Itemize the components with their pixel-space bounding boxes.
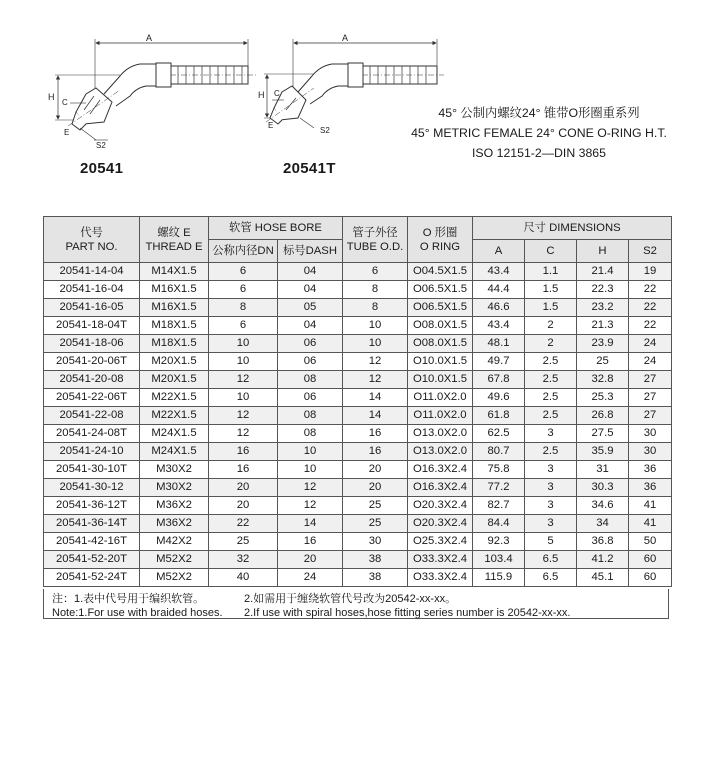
- header-hose-bore: 软管 HOSE BORE: [209, 217, 343, 240]
- table-cell: O16.3X2.4: [408, 461, 473, 479]
- note-en-2: 2.If use with spiral hoses,hose fitting series number is 20542-xx-xx.: [244, 607, 571, 619]
- table-cell: 20541-24-10: [44, 443, 140, 461]
- table-cell: O13.0X2.0: [408, 443, 473, 461]
- table-cell: 30: [629, 443, 672, 461]
- table-cell: 20541-18-04T: [44, 317, 140, 335]
- title-zh: 45° 公制内螺纹24° 锥带O形圈重系列: [438, 106, 640, 120]
- table-cell: 8: [209, 299, 278, 317]
- table-cell: 6.5: [525, 551, 577, 569]
- table-cell: 30: [629, 425, 672, 443]
- table-cell: 04: [278, 281, 343, 299]
- table-row: [44, 425, 672, 443]
- table-cell: M36X2: [140, 497, 209, 515]
- table-cell: 2.5: [525, 389, 577, 407]
- table-cell: O04.5X1.5: [408, 263, 473, 281]
- table-cell: 04: [278, 263, 343, 281]
- table-cell: 06: [278, 353, 343, 371]
- table-row: [44, 335, 672, 353]
- dim-s2-right: S2: [320, 126, 330, 135]
- notes-box: [43, 589, 669, 619]
- table-cell: 1.5: [525, 299, 577, 317]
- table-row: [44, 515, 672, 533]
- table-cell: 10: [278, 461, 343, 479]
- table-cell: O33.3X2.4: [408, 569, 473, 587]
- table-cell: 27.5: [577, 425, 629, 443]
- table-cell: 19: [629, 263, 672, 281]
- table-cell: O11.0X2.0: [408, 407, 473, 425]
- table-cell: 12: [343, 371, 408, 389]
- table-cell: 12: [209, 371, 278, 389]
- table-cell: M20X1.5: [140, 353, 209, 371]
- table-cell: O33.3X2.4: [408, 551, 473, 569]
- header-dimensions: 尺寸 DIMENSIONS: [473, 217, 672, 240]
- table-cell: 2: [525, 317, 577, 335]
- table-cell: 08: [278, 371, 343, 389]
- table-cell: 41.2: [577, 551, 629, 569]
- table-cell: 82.7: [473, 497, 525, 515]
- header-part-no: 代号 PART NO.: [44, 217, 140, 263]
- table-cell: 2.5: [525, 407, 577, 425]
- title-standard: ISO 12151-2—DIN 3865: [472, 146, 606, 160]
- table-cell: 5: [525, 533, 577, 551]
- table-cell: 20541-42-16T: [44, 533, 140, 551]
- table-cell: 14: [278, 515, 343, 533]
- table-cell: 41: [629, 497, 672, 515]
- table-cell: 20541-20-06T: [44, 353, 140, 371]
- table-cell: M18X1.5: [140, 317, 209, 335]
- table-cell: 6: [209, 263, 278, 281]
- header-dn: 公称内径DN: [209, 240, 278, 263]
- table-cell: O16.3X2.4: [408, 479, 473, 497]
- dim-s2-left: S2: [96, 141, 106, 150]
- table-cell: 08: [278, 407, 343, 425]
- table-cell: 36: [629, 479, 672, 497]
- table-cell: M18X1.5: [140, 335, 209, 353]
- table-row: [44, 263, 672, 281]
- table-cell: 21.3: [577, 317, 629, 335]
- table-cell: 23.2: [577, 299, 629, 317]
- table-cell: M30X2: [140, 461, 209, 479]
- table-cell: 92.3: [473, 533, 525, 551]
- table-cell: 115.9: [473, 569, 525, 587]
- table-cell: 10: [209, 353, 278, 371]
- table-cell: 25: [343, 497, 408, 515]
- table-cell: 1.1: [525, 263, 577, 281]
- table-cell: 31: [577, 461, 629, 479]
- table-cell: 25.3: [577, 389, 629, 407]
- table-cell: 38: [343, 551, 408, 569]
- table-cell: 24: [278, 569, 343, 587]
- table-cell: 46.6: [473, 299, 525, 317]
- table-cell: 36: [629, 461, 672, 479]
- table-cell: 60: [629, 551, 672, 569]
- table-cell: 20: [343, 479, 408, 497]
- table-cell: 12: [343, 353, 408, 371]
- table-cell: 35.9: [577, 443, 629, 461]
- table-cell: 75.8: [473, 461, 525, 479]
- table-cell: 6: [209, 317, 278, 335]
- table-cell: 43.4: [473, 263, 525, 281]
- table-row: [44, 353, 672, 371]
- table-body: [44, 263, 672, 587]
- table-cell: M42X2: [140, 533, 209, 551]
- table-cell: 08: [278, 425, 343, 443]
- table-cell: M52X2: [140, 551, 209, 569]
- table-cell: 80.7: [473, 443, 525, 461]
- table-cell: 41: [629, 515, 672, 533]
- table-cell: 20541-14-04: [44, 263, 140, 281]
- table-cell: M16X1.5: [140, 281, 209, 299]
- header-h: H: [577, 240, 629, 263]
- table-cell: 27: [629, 407, 672, 425]
- table-cell: 20541-30-12: [44, 479, 140, 497]
- table-cell: 20541-52-20T: [44, 551, 140, 569]
- table-cell: 34.6: [577, 497, 629, 515]
- table-cell: 2.5: [525, 371, 577, 389]
- table-cell: 20: [209, 497, 278, 515]
- table-cell: 12: [278, 497, 343, 515]
- table-cell: 20541-30-10T: [44, 461, 140, 479]
- table-cell: M30X2: [140, 479, 209, 497]
- table-cell: 05: [278, 299, 343, 317]
- table-cell: 3: [525, 515, 577, 533]
- dim-a-right: A: [342, 33, 349, 43]
- table-cell: O10.0X1.5: [408, 353, 473, 371]
- dim-c-right: C: [274, 89, 280, 98]
- product-title: [384, 103, 694, 163]
- header-dash: 标号DASH: [278, 240, 343, 263]
- table-cell: O06.5X1.5: [408, 299, 473, 317]
- table-row: [44, 569, 672, 587]
- table-cell: 22: [629, 281, 672, 299]
- table-cell: 16: [343, 425, 408, 443]
- table-row: [44, 281, 672, 299]
- table-cell: 12: [278, 479, 343, 497]
- note-zh-2: 2.如需用于缠绕软管代号改为20542-xx-xx。: [244, 593, 457, 605]
- table-cell: 24: [629, 335, 672, 353]
- table-cell: 2.5: [525, 443, 577, 461]
- table-cell: 62.5: [473, 425, 525, 443]
- table-cell: 16: [278, 533, 343, 551]
- table-cell: M24X1.5: [140, 443, 209, 461]
- table-cell: 3: [525, 497, 577, 515]
- dim-e-left: E: [64, 128, 70, 137]
- table-row: [44, 443, 672, 461]
- table-row: [44, 479, 672, 497]
- table-cell: 38: [343, 569, 408, 587]
- table-row: [44, 371, 672, 389]
- table-cell: M36X2: [140, 515, 209, 533]
- table-row: [44, 299, 672, 317]
- table-cell: 8: [343, 281, 408, 299]
- table-cell: 22: [209, 515, 278, 533]
- model-label-20541: 20541: [80, 160, 124, 177]
- table-cell: 8: [343, 299, 408, 317]
- header-s2: S2: [629, 240, 672, 263]
- table-cell: O06.5X1.5: [408, 281, 473, 299]
- table-cell: 27: [629, 389, 672, 407]
- table-cell: 67.8: [473, 371, 525, 389]
- model-label-20541T: 20541T: [283, 160, 336, 177]
- table-cell: 44.4: [473, 281, 525, 299]
- table-cell: 10: [209, 389, 278, 407]
- table-cell: 16: [209, 461, 278, 479]
- notes-en: [52, 606, 668, 620]
- dim-c-left: C: [62, 98, 68, 107]
- table-cell: M16X1.5: [140, 299, 209, 317]
- title-en: 45° METRIC FEMALE 24° CONE O-RING H.T.: [411, 126, 667, 140]
- table-row: [44, 317, 672, 335]
- table-cell: 27: [629, 371, 672, 389]
- table-cell: 20541-20-08: [44, 371, 140, 389]
- table-cell: 25: [209, 533, 278, 551]
- table-cell: 20: [343, 461, 408, 479]
- table-cell: 10: [209, 335, 278, 353]
- table-cell: 40: [209, 569, 278, 587]
- table-cell: 34: [577, 515, 629, 533]
- table-cell: 14: [343, 389, 408, 407]
- table-cell: 3: [525, 425, 577, 443]
- table-cell: 22: [629, 317, 672, 335]
- table-cell: 61.8: [473, 407, 525, 425]
- table-row: [44, 497, 672, 515]
- table-cell: 48.1: [473, 335, 525, 353]
- table-cell: 21.4: [577, 263, 629, 281]
- table-cell: 20: [278, 551, 343, 569]
- table-cell: 20541-16-04: [44, 281, 140, 299]
- table-cell: 06: [278, 335, 343, 353]
- table-cell: O11.0X2.0: [408, 389, 473, 407]
- table-cell: 3: [525, 479, 577, 497]
- table-header: [44, 217, 672, 263]
- table-cell: M22X1.5: [140, 389, 209, 407]
- table-cell: 23.9: [577, 335, 629, 353]
- table-cell: 10: [343, 317, 408, 335]
- table-cell: 32.8: [577, 371, 629, 389]
- table-cell: 36.8: [577, 533, 629, 551]
- table-cell: 06: [278, 389, 343, 407]
- spec-table: [43, 216, 672, 587]
- table-cell: 16: [343, 443, 408, 461]
- table-cell: 60: [629, 569, 672, 587]
- table-cell: 20541-36-12T: [44, 497, 140, 515]
- table-cell: M14X1.5: [140, 263, 209, 281]
- table-cell: M24X1.5: [140, 425, 209, 443]
- table-row: [44, 551, 672, 569]
- table-cell: 84.4: [473, 515, 525, 533]
- table-row: [44, 407, 672, 425]
- table-cell: 6.5: [525, 569, 577, 587]
- table-cell: O25.3X2.4: [408, 533, 473, 551]
- table-cell: 20541-24-08T: [44, 425, 140, 443]
- table-cell: 25: [577, 353, 629, 371]
- table-cell: 10: [343, 335, 408, 353]
- table-cell: 14: [343, 407, 408, 425]
- table-cell: 20541-16-05: [44, 299, 140, 317]
- table-cell: 50: [629, 533, 672, 551]
- table-cell: O08.0X1.5: [408, 317, 473, 335]
- table-cell: 30: [343, 533, 408, 551]
- table-cell: 6: [209, 281, 278, 299]
- header-o-ring: O 形圈 O RING: [408, 217, 473, 263]
- table-cell: 10: [278, 443, 343, 461]
- table-row: [44, 461, 672, 479]
- table-cell: 16: [209, 443, 278, 461]
- notes-zh: [52, 592, 668, 606]
- table-cell: 20541-52-24T: [44, 569, 140, 587]
- dim-h-right: H: [258, 90, 265, 100]
- header-thread: 螺纹 E THREAD E: [140, 217, 209, 263]
- table-cell: 25: [343, 515, 408, 533]
- table-row: [44, 389, 672, 407]
- table-cell: 12: [209, 425, 278, 443]
- table-cell: 77.2: [473, 479, 525, 497]
- table-cell: 49.7: [473, 353, 525, 371]
- table-cell: 04: [278, 317, 343, 335]
- note-en-1: Note:1.For use with braided hoses.: [52, 607, 223, 619]
- dim-e-right: E: [268, 121, 274, 130]
- table-cell: 20541-36-14T: [44, 515, 140, 533]
- table-cell: 6: [343, 263, 408, 281]
- table-cell: 2: [525, 335, 577, 353]
- table-cell: 1.5: [525, 281, 577, 299]
- fitting-drawing-20541: [55, 39, 256, 140]
- table-cell: 30.3: [577, 479, 629, 497]
- table-cell: 49.6: [473, 389, 525, 407]
- table-cell: 12: [209, 407, 278, 425]
- table-row: [44, 533, 672, 551]
- table-cell: M22X1.5: [140, 407, 209, 425]
- table-cell: 22.3: [577, 281, 629, 299]
- table-cell: 20: [209, 479, 278, 497]
- table-cell: O20.3X2.4: [408, 497, 473, 515]
- table-cell: M20X1.5: [140, 371, 209, 389]
- table-cell: 45.1: [577, 569, 629, 587]
- table-cell: O08.0X1.5: [408, 335, 473, 353]
- table-cell: 32: [209, 551, 278, 569]
- table-cell: O10.0X1.5: [408, 371, 473, 389]
- table-cell: 43.4: [473, 317, 525, 335]
- table-cell: 2.5: [525, 353, 577, 371]
- table-cell: 24: [629, 353, 672, 371]
- table-cell: O20.3X2.4: [408, 515, 473, 533]
- table-cell: 103.4: [473, 551, 525, 569]
- dim-h-left: H: [48, 92, 55, 102]
- table-cell: 26.8: [577, 407, 629, 425]
- table-cell: 3: [525, 461, 577, 479]
- dim-a-left: A: [146, 33, 153, 43]
- header-a: A: [473, 240, 525, 263]
- table-cell: 20541-18-06: [44, 335, 140, 353]
- table-cell: 20541-22-06T: [44, 389, 140, 407]
- table-cell: 20541-22-08: [44, 407, 140, 425]
- header-c: C: [525, 240, 577, 263]
- table-cell: O13.0X2.0: [408, 425, 473, 443]
- note-zh-1: 注：1.表中代号用于编织软管。: [52, 593, 205, 605]
- table-cell: 22: [629, 299, 672, 317]
- table-cell: M52X2: [140, 569, 209, 587]
- header-tube-od: 管子外径 TUBE O.D.: [343, 217, 408, 263]
